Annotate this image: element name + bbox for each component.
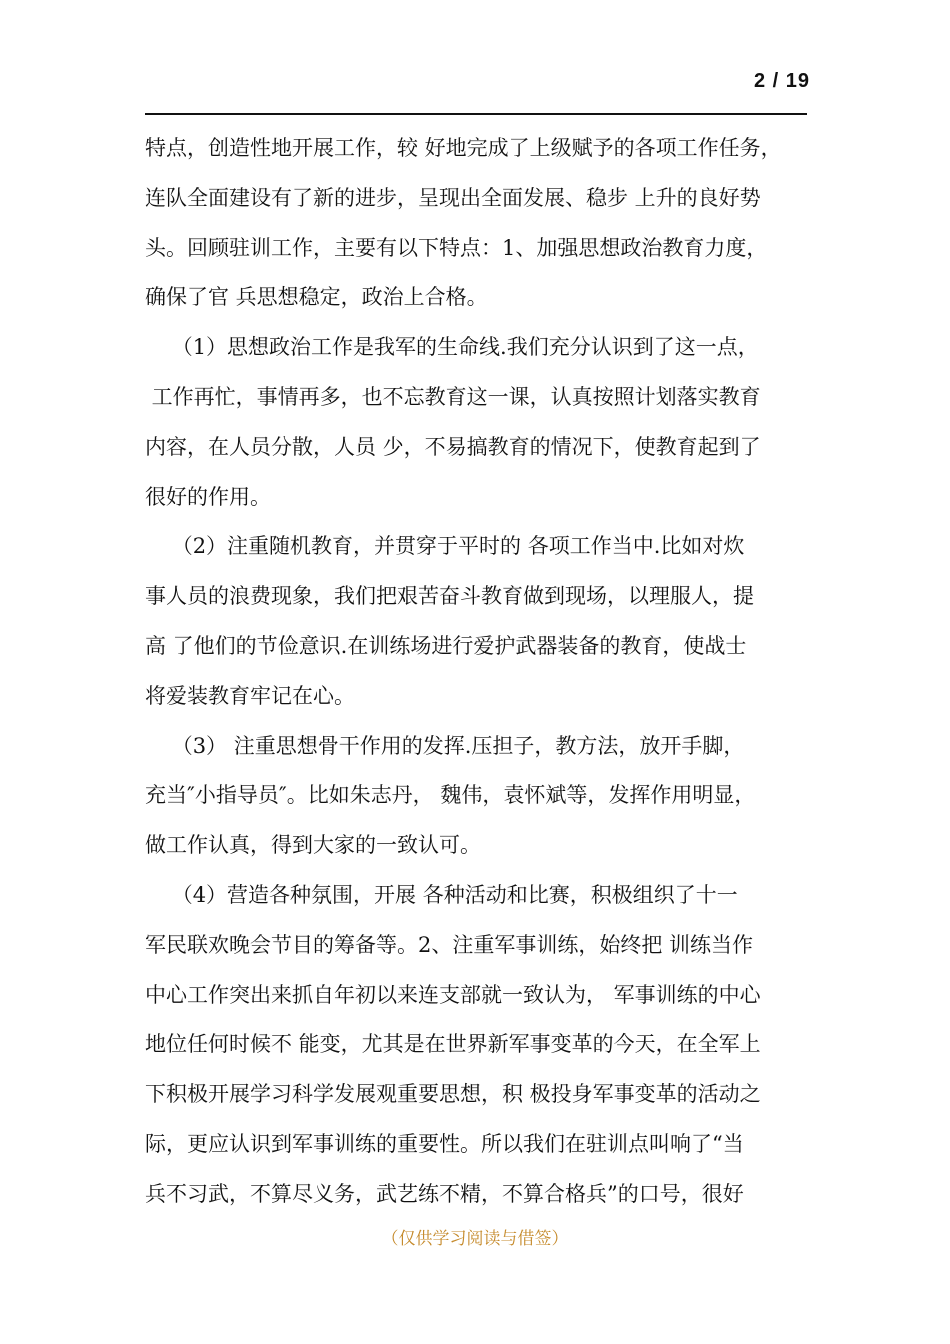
text-line: 下积极开展学习科学发展观重要思想，积 极投身军事变革的活动之 <box>145 1082 761 1107</box>
text-line: 内容，在人员分散，人员 少，不易搞教育的情况下，使教育起到了 <box>145 434 761 459</box>
text-line: 事人员的浪费现象，我们把艰苦奋斗教育做到现场，以理服人，提 <box>145 584 754 609</box>
text-line: 将爱装教育牢记在心。 <box>145 683 355 708</box>
page-number: 2 / 19 <box>753 70 810 92</box>
footer-note: （仅供学习阅读与借签） <box>381 1229 569 1249</box>
text-line: （1）思想政治工作是我军的生命线.我们充分认识到了这一点， <box>145 335 759 360</box>
text-line: 确保了官 兵思想稳定，政治上合格。 <box>145 285 488 310</box>
text-line: （4）营造各种氛围，开展 各种活动和比赛，积极组织了十一 <box>145 882 738 907</box>
document-body <box>145 124 810 1220</box>
text-line: （2）注重随机教育，并贯穿于平时的 各项工作当中.比如对炊 <box>145 534 745 559</box>
text-line: 际，更应认识到军事训练的重要性。所以我们在驻训点叫响了“当 <box>145 1131 744 1156</box>
header-divider <box>145 113 807 115</box>
text-line: 中心工作突出来抓自年初以来连支部就一致认为， 军事训练的中心 <box>145 982 761 1007</box>
text-line: 军民联欢晚会节目的筹备等。2、注重军事训练，始终把 训练当作 <box>145 932 754 957</box>
text-line: 充当″小指导员″。比如朱志丹， 魏伟，袁怀斌等，发挥作用明显， <box>145 783 756 808</box>
text-line: 做工作认真，得到大家的一致认可。 <box>145 833 481 858</box>
text-line: 高 了他们的节俭意识.在训练场进行爱护武器装备的教育，使战士 <box>145 633 747 658</box>
text-line: 兵不习武，不算尽义务，武艺练不精，不算合格兵”的口号，很好 <box>145 1181 744 1206</box>
text-line: （3） 注重思想骨干作用的发挥.压担子，教方法，放开手脚， <box>145 733 745 758</box>
text-line: 特点，创造性地开展工作，较 好地完成了上级赋予的各项工作任务， <box>145 136 782 160</box>
text-line: 连队全面建设有了新的进步，呈现出全面发展、稳步 上升的良好势 <box>145 185 761 210</box>
text-line: 很好的作用。 <box>145 484 271 509</box>
text-line: 头。回顾驻训工作，主要有以下特点：1、加强思想政治教育力度， <box>145 235 768 260</box>
text-line: 工作再忙，事情再多，也不忘教育这一课，认真按照计划落实教育 <box>145 384 761 409</box>
text-line: 地位任何时候不 能变，尤其是在世界新军事变革的今天，在全军上 <box>145 1032 761 1057</box>
